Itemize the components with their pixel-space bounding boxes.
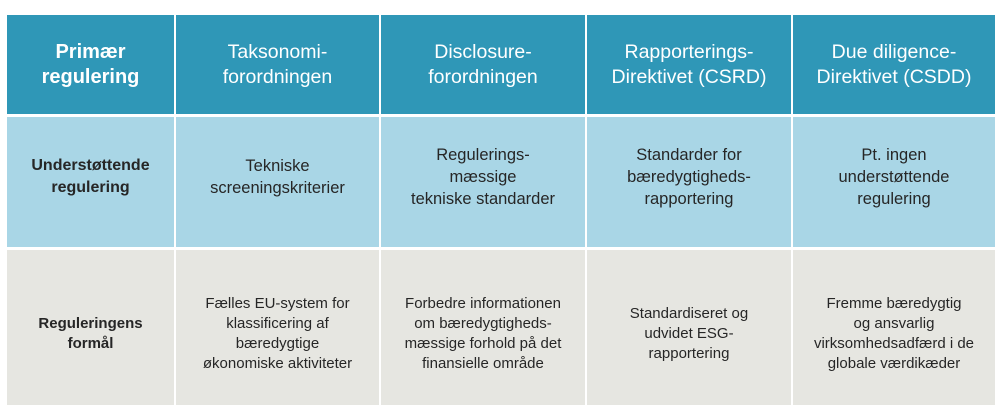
purpose-csrd bbox=[587, 250, 791, 405]
supporting-row-label bbox=[7, 117, 174, 247]
supporting-taksonomi bbox=[176, 117, 379, 247]
purpose-row-label bbox=[7, 250, 174, 405]
header-csrd bbox=[587, 15, 791, 114]
header-row-label bbox=[7, 15, 174, 114]
supporting-csrd bbox=[587, 117, 791, 247]
purpose-taksonomi-text: Fælles EU-system for klassificering af bæredygtige økonomiske aktiviteter bbox=[202, 294, 353, 372]
supporting-csrd-text: Standarder for bæredygtigheds- rapportering bbox=[627, 146, 751, 208]
header-taksonomi bbox=[176, 15, 379, 114]
supporting-csdd bbox=[793, 117, 995, 247]
supporting-csdd-text: Pt. ingen understøttende regulering bbox=[838, 146, 950, 208]
supporting-row-label-text: Understøttende regulering bbox=[31, 157, 150, 196]
supporting-disclosure bbox=[381, 117, 585, 247]
header-disclosure bbox=[381, 15, 585, 114]
regulation-table bbox=[7, 15, 993, 405]
header-row-label-text: Primær regulering bbox=[41, 40, 140, 88]
purpose-taksonomi bbox=[176, 250, 379, 405]
supporting-taksonomi-text: Tekniske screeningskriterier bbox=[210, 157, 345, 197]
header-csrd-text: Rapporterings- Direktivet (CSRD) bbox=[611, 40, 767, 88]
purpose-csdd-text: Fremme bæredygtig og ansvarlig virksomhedsadfærd i de globale værdikæder bbox=[813, 294, 975, 372]
purpose-csrd-text: Standardiseret og udvidet ESG- rapportering bbox=[629, 304, 749, 362]
header-taksonomi-text: Taksonomi- forordningen bbox=[222, 40, 333, 88]
purpose-csdd bbox=[793, 250, 995, 405]
purpose-row-label-text: Reguleringens formål bbox=[38, 314, 143, 352]
purpose-disclosure-text: Forbedre informationen om bæredygtigheds- mæssige forhold på det finansielle område bbox=[404, 294, 562, 372]
supporting-disclosure-text: Regulerings- mæssige tekniske standarder bbox=[411, 146, 555, 208]
header-csdd bbox=[793, 15, 995, 114]
purpose-disclosure bbox=[381, 250, 585, 405]
header-csdd-text: Due diligence- Direktivet (CSDD) bbox=[816, 40, 972, 88]
header-disclosure-text: Disclosure- forordningen bbox=[428, 40, 538, 88]
